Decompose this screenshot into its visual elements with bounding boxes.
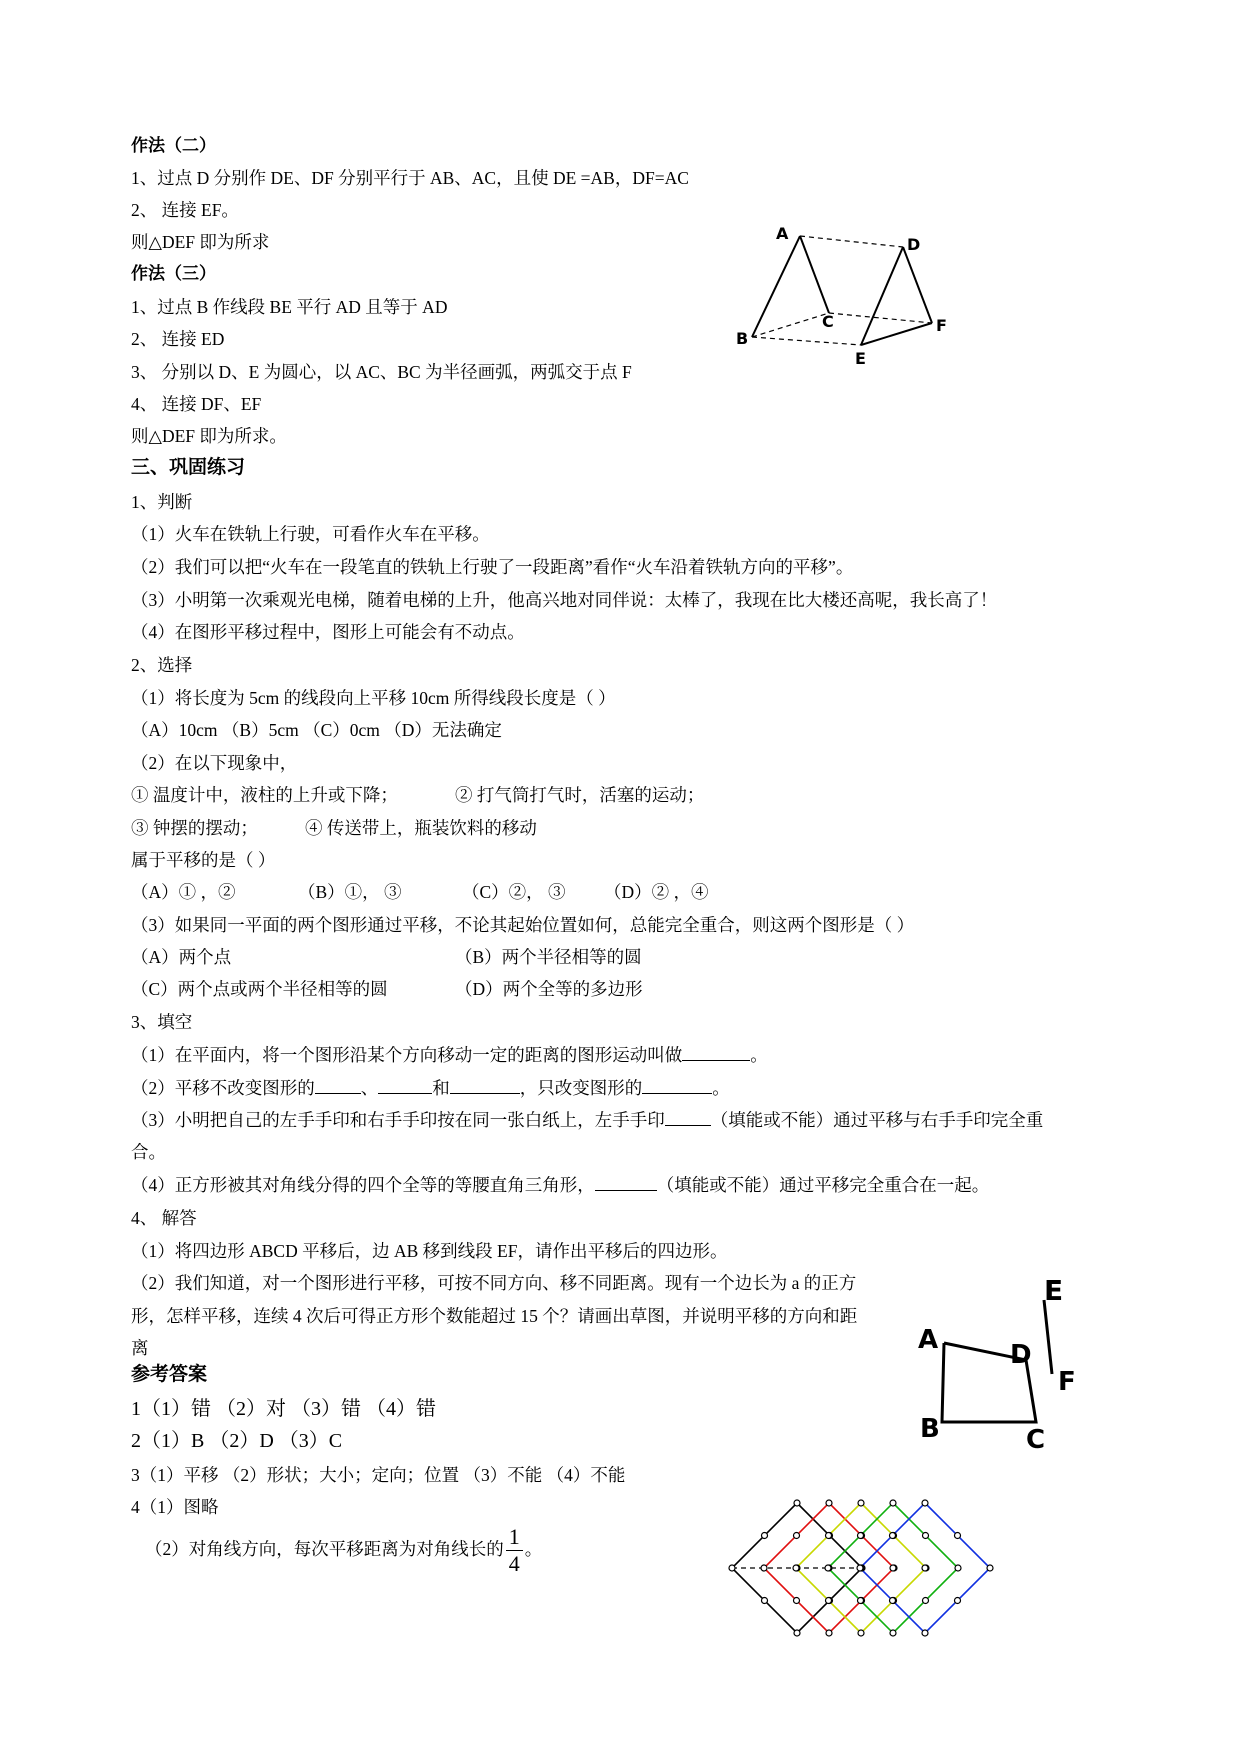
- vertex-dot: [762, 1533, 768, 1539]
- choose-q2-item2: ② 打气筒打气时，活塞的运动；: [455, 785, 705, 805]
- fill-q2-text1: （2）平移不改变图形的: [131, 1078, 315, 1098]
- fill-q1-text: （1）在平面内，将一个图形沿某个方向移动一定的距离的图形运动叫做: [131, 1045, 683, 1065]
- method3-step2: 2、 连接 ED: [131, 329, 225, 349]
- method3-conclusion: 则△DEF 即为所求。: [131, 426, 287, 446]
- answer-4-2: [145, 1519, 542, 1579]
- vertex-dot: [890, 1500, 896, 1506]
- judge-title: 1、判断: [131, 492, 193, 512]
- answer-2: 2（1）B （2）D （3）C: [131, 1430, 343, 1452]
- solve-q1: （1）将四边形 ABCD 平移后，边 AB 移到线段 EF，请作出平移后的四边形。: [131, 1241, 728, 1261]
- method3-step1: 1、过点 B 作线段 BE 平行 AD 且等于 AD: [131, 297, 448, 317]
- answer-4-1: 4（1）图略: [131, 1497, 219, 1517]
- fraction-denominator: 4: [508, 1551, 520, 1577]
- fig1-label-c: C: [822, 312, 834, 331]
- fill-q3-text2: （填能或不能）通过平移与右手手印完全重: [710, 1110, 1044, 1130]
- section3-title: 三、巩固练习: [131, 456, 246, 478]
- fill-q3-continued: 合。: [131, 1142, 166, 1162]
- vertex-dot: [890, 1630, 896, 1636]
- fig1-label-d: D: [907, 235, 921, 254]
- fill-q4-text1: （4）正方形被其对角线分得的四个全等的等腰直角三角形，: [131, 1175, 595, 1195]
- choose-q2-option-d: （D）② ，④: [604, 882, 709, 902]
- vertex-dot: [794, 1500, 800, 1506]
- vertex-dot: [794, 1533, 800, 1539]
- vertex-dot: [890, 1565, 896, 1571]
- fill-q2-blank1: [315, 1076, 361, 1094]
- fill-q2-blank2: [378, 1076, 432, 1094]
- choose-q1: （1）将长度为 5cm 的线段向上平移 10cm 所得线段长度是（ ）: [131, 688, 616, 708]
- vertex-dot: [955, 1598, 961, 1604]
- answer-3: 3（1）平移 （2）形状；大小；定向；位置 （3）不能 （4）不能: [131, 1465, 626, 1485]
- vertex-dot: [857, 1565, 863, 1571]
- vertex-dot: [825, 1565, 831, 1571]
- choose-q2-option-a: （A）① ，②: [131, 882, 236, 902]
- choose-q3-option-d: （D）两个全等的多边形: [455, 979, 643, 999]
- method3-title: 作法（三）: [131, 264, 216, 284]
- choose-q2-item1: ① 温度计中，液柱的上升或下降；: [131, 785, 398, 805]
- translated-squares-figure: [720, 1495, 1000, 1645]
- choose-q2-item3: ③ 钟摆的摆动；: [131, 818, 258, 838]
- method2-title: 作法（二）: [131, 136, 216, 156]
- vertex-dot: [890, 1598, 896, 1604]
- choose-q3-option-b: （B）两个半径相等的圆: [455, 947, 642, 967]
- fig2-label-f: F: [1058, 1367, 1076, 1397]
- fill-q2-blank4: [642, 1076, 712, 1094]
- fill-q4: [131, 1173, 989, 1197]
- answers-title: 参考答案: [131, 1363, 208, 1385]
- choose-q3-option-a: （A）两个点: [131, 947, 232, 967]
- vertex-dot: [890, 1533, 896, 1539]
- judge-q1: （1）火车在铁轨上行驶，可看作火车在平移。: [131, 524, 490, 544]
- fill-q1-end: 。: [750, 1045, 768, 1065]
- vertex-dot: [826, 1598, 832, 1604]
- fill-title: 3、填空: [131, 1012, 193, 1032]
- fill-q2-blank3: [450, 1076, 520, 1094]
- choose-q3-option-c: （C）两个点或两个半径相等的圆: [131, 979, 388, 999]
- vertex-dot: [794, 1630, 800, 1636]
- fig2-label-a: A: [918, 1325, 939, 1355]
- choose-q3: （3）如果同一平面的两个图形通过平移，不论其起始位置如何，总能完全重合，则这两个图形是（ ）: [131, 915, 915, 935]
- vertex-dot: [794, 1598, 800, 1604]
- choose-q2-option-c: （C）②， ③: [462, 882, 566, 902]
- fill-q3-text1: （3）小明把自己的左手手印和右手手印按在同一张白纸上，左手手印: [131, 1110, 665, 1130]
- fraction-numerator: 1: [506, 1524, 523, 1551]
- fill-q2-end: 。: [712, 1078, 730, 1098]
- quadrilateral-figure: [915, 1270, 1095, 1455]
- translation-figure-1: [735, 218, 970, 368]
- answer-1: 1（1）错 （2）对 （3）错 （4）错: [131, 1398, 436, 1420]
- judge-q2: （2）我们可以把“火车在一段笔直的铁轨上行驶了一段距离”看作“火车沿着铁轨方向的平移”。: [131, 557, 854, 577]
- vertex-dot: [987, 1565, 993, 1571]
- one-quarter-fraction: [506, 1524, 523, 1577]
- method2-step2: 2、 连接 EF。: [131, 200, 239, 220]
- fig1-label-b: B: [736, 329, 749, 348]
- choose-q2: （2）在以下现象中，: [131, 753, 298, 773]
- solve-q2-line2: 形，怎样平移，连续 4 次后可得正方形个数能超过 15 个？请画出草图，并说明平移的方向和距: [131, 1306, 858, 1326]
- fill-q1-blank: [682, 1043, 750, 1061]
- judge-q3: （3）小明第一次乘观光电梯，随着电梯的上升，他高兴地对同伴说：太棒了，我现在比大楼还高呢，我长高了！: [131, 590, 998, 610]
- fill-q2: [131, 1076, 730, 1100]
- vertex-dot: [762, 1598, 768, 1604]
- fill-q4-text2: （填能或不能）通过平移完全重合在一起。: [656, 1175, 990, 1195]
- vertex-dot: [858, 1500, 864, 1506]
- fill-q4-blank: [595, 1173, 657, 1191]
- vertex-dot: [923, 1533, 929, 1539]
- method3-step3: 3、 分别以 D、E 为圆心，以 AC、BC 为半径画弧，两弧交于点 F: [131, 362, 632, 382]
- vertex-dot: [955, 1565, 961, 1571]
- solve-title: 4、 解答: [131, 1208, 197, 1228]
- fill-q2-text4: ，只改变图形的: [519, 1078, 643, 1098]
- fill-q3-blank: [665, 1108, 711, 1126]
- choose-title: 2、选择: [131, 655, 193, 675]
- vertex-dot: [955, 1533, 961, 1539]
- vertex-dot: [761, 1565, 767, 1571]
- fig1-label-a: A: [776, 224, 789, 243]
- fill-q2-text3: 和: [432, 1078, 450, 1098]
- fig2-label-b: B: [920, 1414, 940, 1444]
- fig2-label-e: E: [1044, 1274, 1064, 1307]
- fill-q3: [131, 1108, 1043, 1132]
- solve-q2-line1: （2）我们知道，对一个图形进行平移，可按不同方向、移不同距离。现有一个边长为 a 的正方: [131, 1273, 857, 1293]
- vertex-dot: [923, 1598, 929, 1604]
- fig1-label-f: F: [936, 316, 947, 335]
- vertex-dot: [858, 1533, 864, 1539]
- vertex-dot: [826, 1533, 832, 1539]
- answer-4-2-end: 。: [524, 1539, 543, 1559]
- fig2-label-d: D: [1010, 1340, 1032, 1370]
- vertex-dot: [729, 1565, 735, 1571]
- method2-step1: 1、过点 D 分别作 DE、DF 分别平行于 AB、AC，且使 DE =AB，DF=AC: [131, 168, 689, 188]
- vertex-dot: [826, 1630, 832, 1636]
- choose-q1-options: （A）10cm （B）5cm （C）0cm （D）无法确定: [131, 720, 502, 740]
- vertex-dot: [858, 1630, 864, 1636]
- choose-q2-ask: 属于平移的是（ ）: [131, 850, 276, 870]
- solve-q2-line3: 离: [131, 1338, 149, 1358]
- vertex-dot: [922, 1500, 928, 1506]
- fig1-label-e: E: [855, 349, 866, 368]
- fill-q2-text2: 、: [360, 1078, 379, 1098]
- fill-q1: [131, 1043, 768, 1067]
- fig2-label-c: C: [1026, 1425, 1046, 1455]
- vertex-dot: [922, 1630, 928, 1636]
- vertex-dot: [922, 1565, 928, 1571]
- choose-q2-option-b: （B）①， ③: [298, 882, 402, 902]
- vertex-dot: [826, 1500, 832, 1506]
- choose-q2-item4: ④ 传送带上，瓶装饮料的移动: [305, 818, 537, 838]
- method3-step4: 4、 连接 DF、EF: [131, 394, 262, 414]
- vertex-dot: [858, 1598, 864, 1604]
- method2-conclusion: 则△DEF 即为所求: [131, 232, 270, 252]
- answer-4-2-text: （2）对角线方向，每次平移距离为对角线长的: [145, 1539, 504, 1559]
- judge-q4: （4）在图形平移过程中，图形上可能会有不动点。: [131, 622, 525, 642]
- vertex-dot: [793, 1565, 799, 1571]
